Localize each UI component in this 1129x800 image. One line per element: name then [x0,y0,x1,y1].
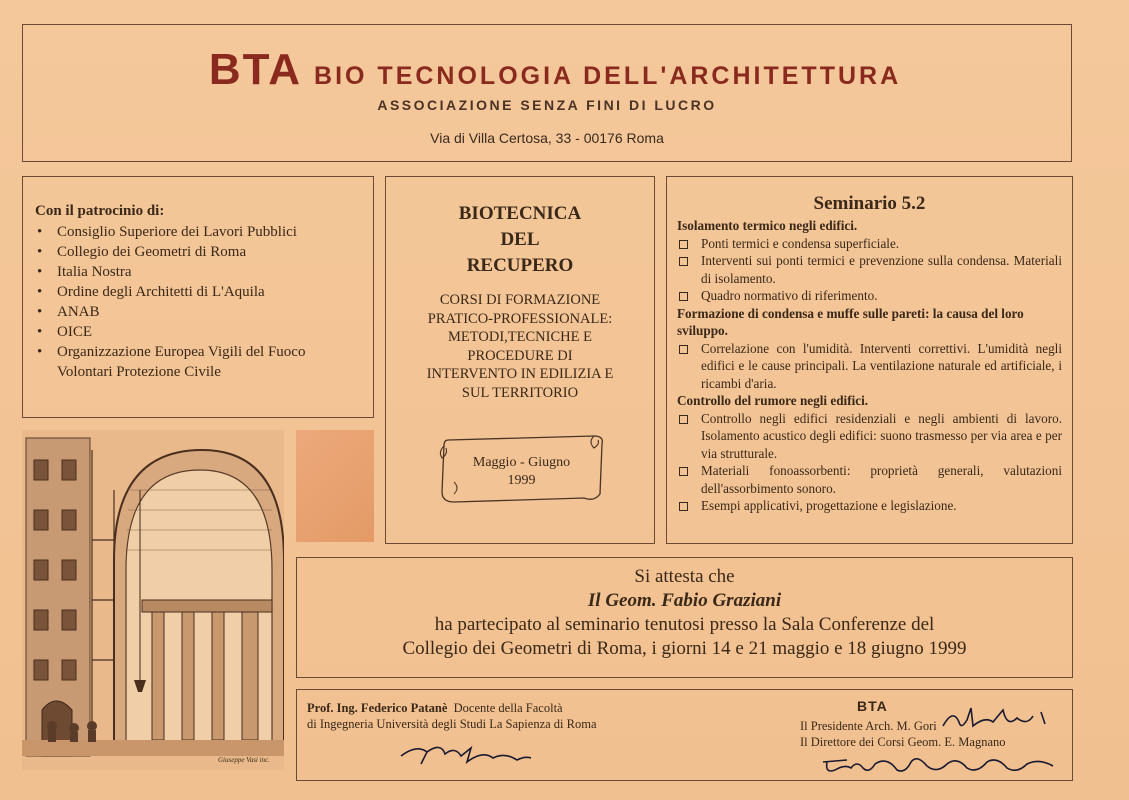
brand-full-name: BIO TECNOLOGIA DELL'ARCHITETTURA [314,62,902,90]
brand-line [115,45,995,95]
course-subtitle-line: SUL TERRITORIO [461,384,579,401]
date-scroll [434,432,609,504]
list-item: Controllo negli edifici residenziali e negli ambienti di lavoro. Isolamento acustico degli edifici: suono trasmesso per via area e per via strutturale. [701,410,1062,461]
list-item: • Ordine degli Architetti di L'Aquila [57,282,361,302]
course-box [385,176,655,544]
list-item: • ANAB [57,302,361,322]
course-title-line: DEL [500,229,540,250]
list-item: Quadro normativo di riferimento. [701,287,1062,305]
seminar-section-heading: Isolamento termico negli edifici. [677,218,858,233]
list-item: Materiali fonoassorbenti: proprietà generali, valutazioni dell'assorbimento sonoro. [701,463,1062,496]
attestation-box [296,557,1073,678]
recipient-prefix: Il [587,590,601,611]
director-line: Il Direttore dei Corsi Geom. E. Magnano [800,735,1006,749]
seminar-section-list [677,410,1062,515]
list-item: • Organizzazione Europea Vigili del Fuoco Volontari Protezione Civile [57,342,361,382]
list-item: • Italia Nostra [57,262,361,282]
patronage-title: Con il patrocinio di: [35,203,165,219]
engraving-illustration [22,430,284,770]
seminar-section-heading: Controllo del rumore negli edifici. [677,393,869,408]
course-subtitle [386,291,654,402]
engraving-caption: Giuseppe Vasi inc. [218,756,270,764]
course-subtitle-line: CORSI DI FORMAZIONE [439,292,601,308]
header-box [22,24,1072,162]
seminar-box [666,176,1073,544]
patronage-box [22,176,374,418]
course-subtitle-line: PRATICO-PROFESSIONALE: [427,310,613,327]
director-signature [817,748,1062,780]
left-signatory [307,700,597,732]
list-item: • Consiglio Superiore dei Lavori Pubblici [57,222,361,242]
list-item: Interventi sui ponti termici e prevenzione sulla condensa. Materiali di isolamento. [701,253,1062,286]
list-item: • Collegio dei Geometri di Roma [57,242,361,262]
list-item: • OICE [57,322,361,342]
seminar-section-heading: Formazione di condensa e muffe sulle pareti: la causa del loro sviluppo. [677,305,1024,338]
course-subtitle-line: PROCEDURE DI [467,347,573,364]
president-signature [937,702,1067,736]
address: Via di Villa Certosa, 33 - 00176 Roma [430,130,664,146]
engraving-image [22,430,284,770]
seminar-section-list [677,340,1062,393]
president-line: Il Presidente Arch. M. Gori [800,719,937,733]
list-item: Esempi applicativi, progettazione e legislazione. [701,497,1062,515]
seminar-title: Seminario 5.2 [813,193,926,214]
association-subtitle: ASSOCIAZIONE SENZA FINI DI LUCRO [377,97,717,113]
course-dates: Maggio - Giugno [472,455,571,470]
left-signatory-role: Docente della Facoltà [453,701,563,715]
list-item: Ponti termici e condensa superficiale. [701,235,1062,253]
course-title [386,201,654,279]
patronage-list [35,222,361,382]
left-signatory-name: Prof. Ing. Federico Patanè [307,701,448,715]
course-year: 1999 [507,473,536,488]
recipient-line [297,589,1072,613]
brand-logo: BTA [208,45,303,94]
course-subtitle-line: INTERVENTO IN EDILIZIA E [426,366,614,382]
left-signatory-affiliation: di Ingegneria Università degli Studi La Sapienza di Roma [307,717,597,731]
attestation-line-4: Collegio dei Geometri di Roma, i giorni 14 e 21 maggio e 18 giugno 1999 [402,638,967,659]
list-item: Correlazione con l'umidità. Interventi correttivi. L'umidità negli edifici e le cause principali. La ventilazione naturale ed artificiale, i ricambi d'aria. [701,340,1062,391]
seminar-section-list [677,235,1062,305]
course-subtitle-line: METODI,TECNICHE E [448,329,592,345]
signature-box [296,689,1073,781]
attestation-line-1: Si attesta che [634,566,735,587]
course-title-line: BIOTECNICA [458,203,582,224]
right-org: BTA [857,698,888,714]
course-title-line: RECUPERO [466,255,574,276]
attestation-line-3: ha partecipato al seminario tenutosi presso la Sala Conferenze del [434,614,935,635]
left-signature [397,738,537,768]
scroll-text [434,454,609,490]
recipient-name: Geom. Fabio Graziani [605,590,782,611]
color-swatch [296,430,374,542]
